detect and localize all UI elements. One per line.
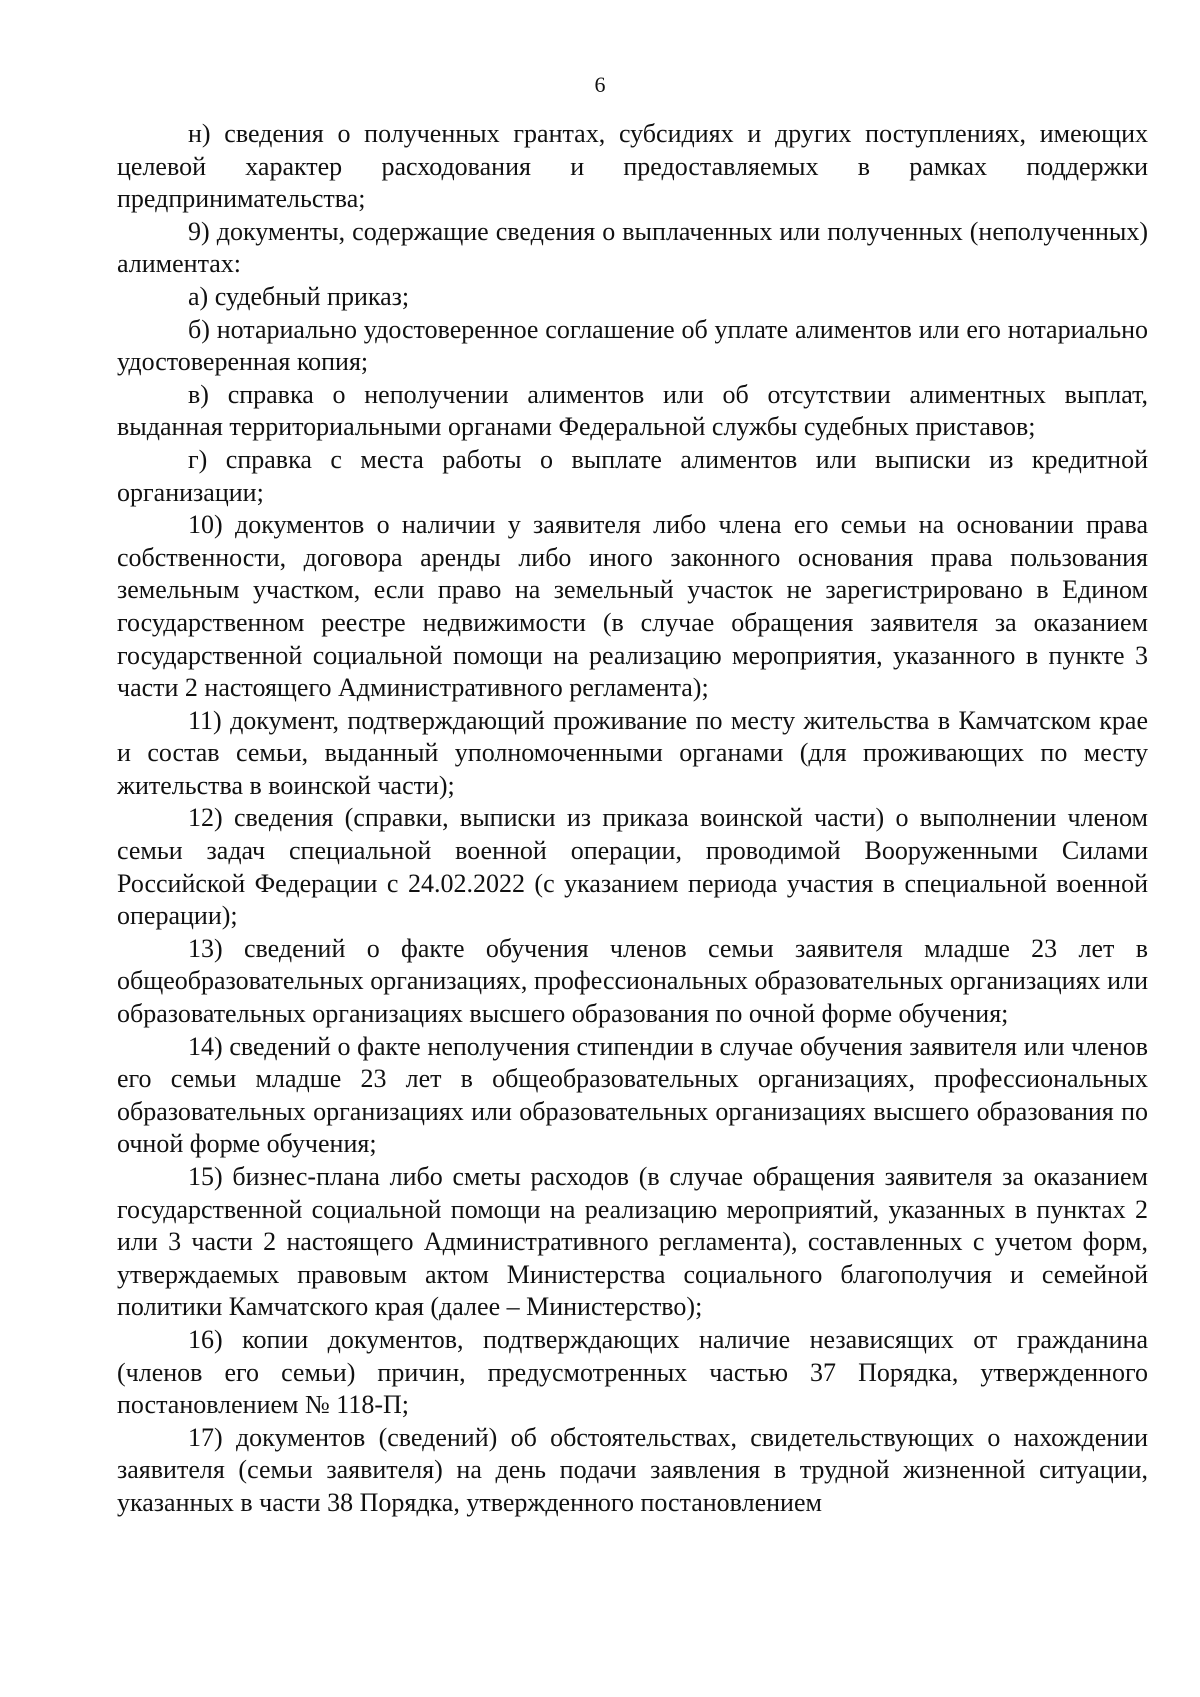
- paragraph-13-education: 13) сведений о факте обучения членов семьи заявителя младше 23 лет в общеобразовательных организациях, профессиональных образовательных организациях или образовательных организациях высшего образования по очной форме обучения;: [117, 933, 1148, 1029]
- paragraph-9b-notarized-agreement: б) нотариально удостоверенное соглашение об уплате алиментов или его нотариально удостоверенная копия;: [117, 314, 1148, 377]
- paragraph-10-land-plot: 10) документов о наличии у заявителя либо члена его семьи на основании права собственности, договора аренды либо иного законного основания права пользования земельным участком, если право на земельный участок не зарегистрировано в Едином государственном реестре недвижимости (в случае обращения заявителя за оказанием государственной социальной помощи на реализацию мероприятия, указанного в пункте 3 части 2 настоящего Административного регламента);: [117, 510, 1148, 703]
- paragraph-15-business-plan: 15) бизнес-плана либо сметы расходов (в случае обращения заявителя за оказанием государственной социальной помощи на реализацию мероприятий, указанных в пунктах 2 или 3 части 2 настоящего Административного регламента), составленных с учетом форм, утверждаемых правовым актом Министерства социального благополучия и семейной политики Камчатского края (далее – Министерство);: [117, 1162, 1148, 1322]
- page-number: 6: [594, 72, 606, 97]
- paragraph-11-residence: 11) документ, подтверждающий проживание по месту жительства в Камчатском крае и состав семьи, выданный уполномоченными органами (для проживающих по месту жительства в воинской части);: [117, 705, 1148, 800]
- paragraph-9-alimony-documents: 9) документы, содержащие сведения о выплаченных или полученных (неполученных) алиментах:: [117, 216, 1148, 279]
- paragraph-16-independent-reasons: 16) копии документов, подтверждающих наличие независящих от гражданина (членов его семьи) причин, предусмотренных частью 37 Порядка, утвержденного постановлением № 118-П;: [117, 1324, 1148, 1420]
- paragraph-item-n-grants: н) сведения о полученных грантах, субсидиях и других поступлениях, имеющих целевой характер расходования и предоставляемых в рамках поддержки предпринимательства;: [117, 119, 1148, 214]
- paragraph-14-scholarship: 14) сведений о факте неполучения стипендии в случае обучения заявителя или членов его семьи младше 23 лет в общеобразовательных организациях, профессиональных образовательных организациях или образовательных организациях высшего образования по очной форме обучения;: [117, 1031, 1148, 1159]
- paragraph-9g-employer-certificate: г) справка с места работы о выплате алиментов или выписки из кредитной организации;: [117, 444, 1148, 507]
- paragraph-9a-court-order: а) судебный приказ;: [188, 281, 410, 311]
- document-body: [117, 118, 1148, 1520]
- paragraph-17-difficult-situation: 17) документов (сведений) об обстоятельствах, свидетельствующих о нахождении заявителя (семьи заявителя) на день подачи заявления в трудной жизненной ситуации, указанных в части 38 Порядка, утвержденного постановлением: [117, 1422, 1148, 1517]
- paragraph-9v-bailiff-certificate: в) справка о неполучении алиментов или об отсутствии алиментных выплат, выданная территориальными органами Федеральной службы судебных приставов;: [117, 379, 1148, 442]
- paragraph-12-military-operation: 12) сведения (справки, выписки из приказа воинской части) о выполнении членом семьи задач специальной военной операции, проводимой Вооруженными Силами Российской Федерации с 24.02.2022 (с указанием периода участия в специальной военной операции);: [117, 803, 1148, 931]
